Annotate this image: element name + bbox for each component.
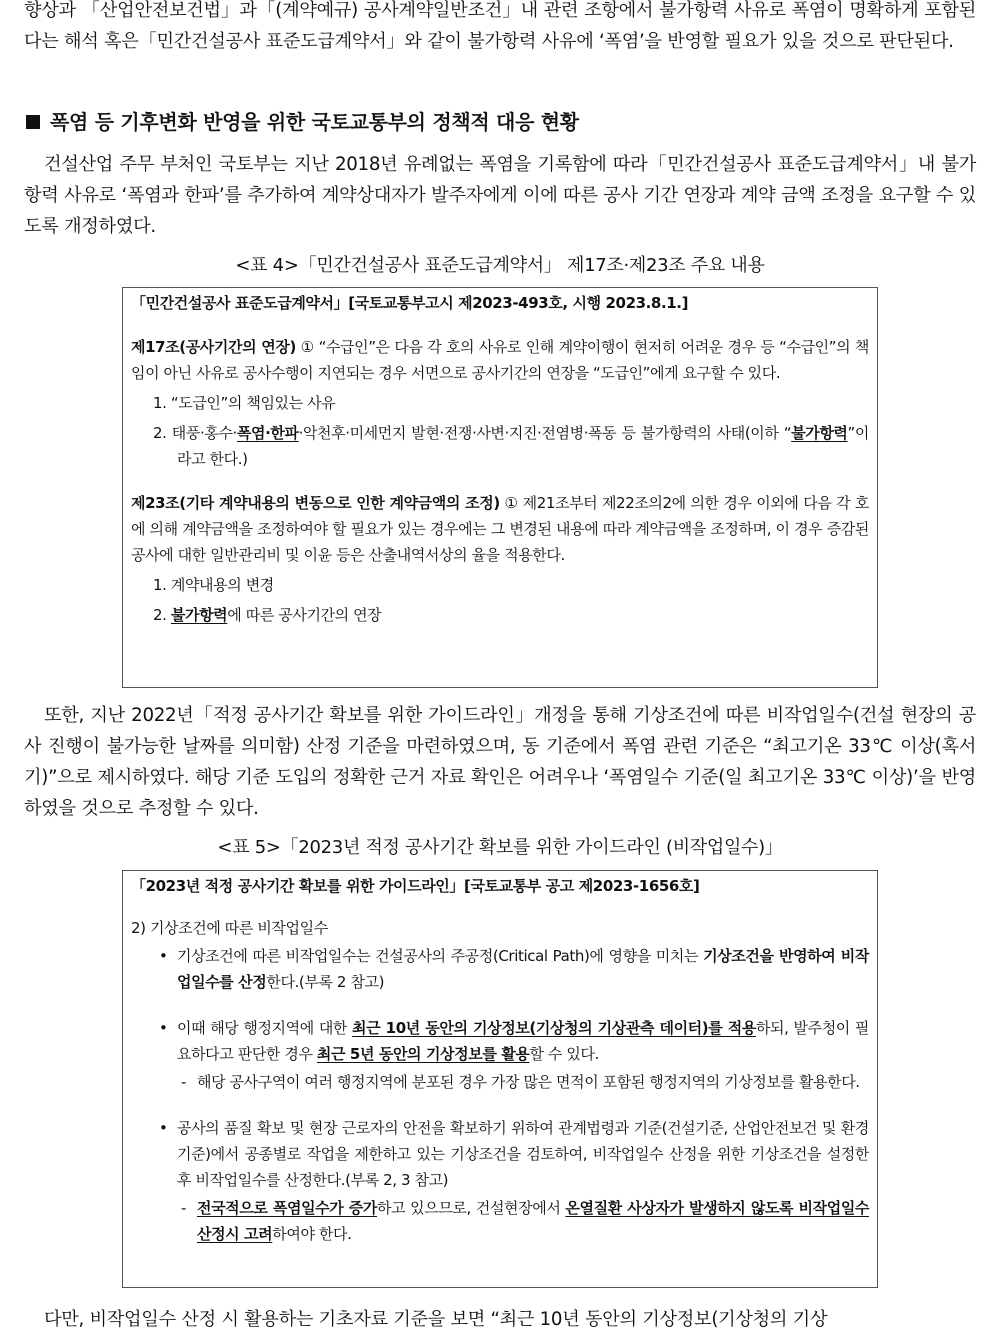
table5-bullet-3-dash [131, 1195, 869, 1247]
table4-box [122, 287, 878, 688]
section-heading-text: 폭염 등 기후변화 반영을 위한 국토교통부의 정책적 대응 현황 [50, 110, 579, 134]
square-bullet-icon [26, 115, 40, 129]
table5-bullet-2-dash: - 해당 공사구역이 여러 행정지역에 분포된 경우 가장 많은 면적이 포함된 행정지역의 기상정보를 활용한다. [131, 1069, 869, 1095]
article-23-item-2 [131, 602, 869, 628]
bullet-3-dash-highlight-1: 전국적으로 폭염일수가 증가 [197, 1199, 377, 1217]
paragraph-1: 건설산업 주무 부처인 국토부는 지난 2018년 유례없는 폭염을 기록함에 따라「민간건설공사 표준도급계약서」내 불가항력 사유로 ‘폭염과 한파’를 추가하여 계약상대자가 발주자에게 이에 따른 공사 기간 연장과 계약 금액 조정을 요구할 수 있도록 개정하였다. [24, 154, 976, 237]
intro-paragraph: 향상과 「산업안전보건법」과「(계약예규) 공사계약일반조건」내 관련 조항에서 불가항력 사유로 폭염이 명확하게 포함된다는 해석 혹은「민간건설공사 표준도급계약서」와 같이 불가항력 사유에 ‘폭염’을 반영할 필요가 있을 것으로 판단된다. [24, 0, 976, 52]
table4-header: 「민간건설공사 표준도급계약서」[국토교통부고시 제2023-493호, 시행 2023.8.1.] [131, 294, 689, 312]
bullet-2-a: 이때 해당 행정지역에 대한 [177, 1019, 353, 1037]
article-23-item-1: 1. 계약내용의 변경 [153, 576, 274, 594]
article-23 [131, 490, 869, 568]
table5-bullet-2 [131, 1015, 869, 1067]
bullet-3-dash-a: 하고 있으므로, 건설현장에서 [376, 1199, 566, 1217]
article-23-text: ① 제21조부터 제22조의2에 의한 경우 이외에 다음 각 호에 의해 계약금액을 조정하여야 할 필요가 있는 경우에는 그 변경된 내용에 따라 계약금액을 조정하며, 이 경우 증감된 공사에 대한 일반관리비 및 이윤 등은 산출내역서상의 율을 적용한다. [131, 494, 870, 564]
paragraph-3: 다만, 비작업일수 산정 시 활용하는 기초자료 기준을 보면 “최근 10년 동안의 기상정보(기상청의 기상 [44, 1309, 828, 1330]
table4-caption: <표 4>「민간건설공사 표준도급계약서」 제17조·제23조 주요 내용 [235, 255, 765, 276]
table5-caption: <표 5>「2023년 적정 공사기간 확보를 위한 가이드라인 (비작업일수)」 [217, 837, 783, 858]
bullet-2-highlight-1: 최근 10년 동안의 기상정보(기상청의 기상관측 데이터)를 적용 [352, 1019, 756, 1037]
article-17-item-2-highlight: 폭염·한파 [236, 424, 299, 442]
article-17-item-2 [131, 420, 869, 472]
article-17-item-2-a: 2. 태풍·홍수· [153, 424, 237, 442]
article-23-item-2-b: 에 따른 공사기간의 연장 [227, 606, 382, 624]
article-23-title: 제23조(기타 계약내용의 변동으로 인한 계약금액의 조정) [131, 494, 500, 512]
article-17-title: 제17조(공사기간의 연장) [131, 338, 296, 356]
paragraph-2: 또한, 지난 2022년「적정 공사기간 확보를 위한 가이드라인」개정을 통해 기상조건에 따른 비작업일수(건설 현장의 공사 진행이 불가능한 날짜를 의미함) 산정 기준을 마련하였으며, 동 기준에서 폭염 관련 기준은 “최고기온 33℃ 이상(혹서기)”으로 제시하였다. 해당 기준 도입의 정확한 근거 자료 확인은 어려우나 ‘폭염일수 기준(일 최고기온 33℃ 이상)’을 반영하였을 것으로 추정할 수 있다. [24, 705, 976, 819]
table5-bullet-1 [131, 943, 869, 995]
article-17-item-2-c: ”이라고 한다.) [177, 424, 869, 468]
bullet-3-dash-b: 하여야 한다. [272, 1225, 352, 1243]
bullet-1-bold: 기상조건을 반영하여 비작업일수를 산정 [177, 947, 869, 991]
table5-subtitle: 2) 기상조건에 따른 비작업일수 [131, 919, 328, 937]
table5-header: 「2023년 적정 공사기간 확보를 위한 가이드라인」[국토교통부 공고 제2023-1656호] [131, 877, 700, 895]
article-17-item-2-b: ·악천후·미세먼지 발현·전쟁·사변·지진·전염병·폭동 등 불가항력의 사태(이하 “ [298, 424, 792, 442]
bullet-2-c: 할 수 있다. [529, 1045, 599, 1063]
article-23-item-2-highlight: 불가항력 [170, 606, 228, 624]
article-17-item-2-highlight-2: 불가항력 [791, 424, 848, 442]
table5-box [122, 870, 878, 1288]
section-heading [24, 106, 976, 138]
article-17 [131, 334, 869, 386]
bullet-1-b: 한다.(부록 2 참고) [266, 973, 385, 991]
bullet-3-dash-highlight-2: 온열질환 사상자가 발생하지 않도록 비작업일수 산정시 고려 [197, 1199, 870, 1243]
article-17-text: ① “수급인”은 다음 각 호의 사유로 인해 계약이행이 현저히 어려운 경우 등 “수급인”의 책임이 아닌 사유로 공사수행이 지연되는 경우 서면으로 공사기간의 연장을 “도급인”에게 요구할 수 있다. [131, 338, 869, 382]
bullet-2-highlight-2: 최근 5년 동안의 기상정보를 활용 [316, 1045, 530, 1063]
bullet-1-a: 기상조건에 따른 비작업일수는 건설공사의 주공정(Critical Path)에 영향을 미치는 [177, 947, 704, 965]
article-17-item-1: 1. “도급인”의 책임있는 사유 [153, 394, 336, 412]
bullet-2-b: 하되, 발주청이 필요하다고 판단한 경우 [177, 1019, 869, 1063]
table5-bullet-3: • 공사의 품질 확보 및 현장 근로자의 안전을 확보하기 위하여 관계법령과 기준(건설기준, 산업안전보건 및 환경기준)에서 공종별로 작업을 제한하고 있는 기상조건을 검토하여, 비작업일수 산정을 위한 기상조건을 설정한 후 비작업일수를 산정한다.(부록 2, 3 참고) [131, 1115, 869, 1193]
article-23-item-2-a: 2. [153, 606, 171, 624]
